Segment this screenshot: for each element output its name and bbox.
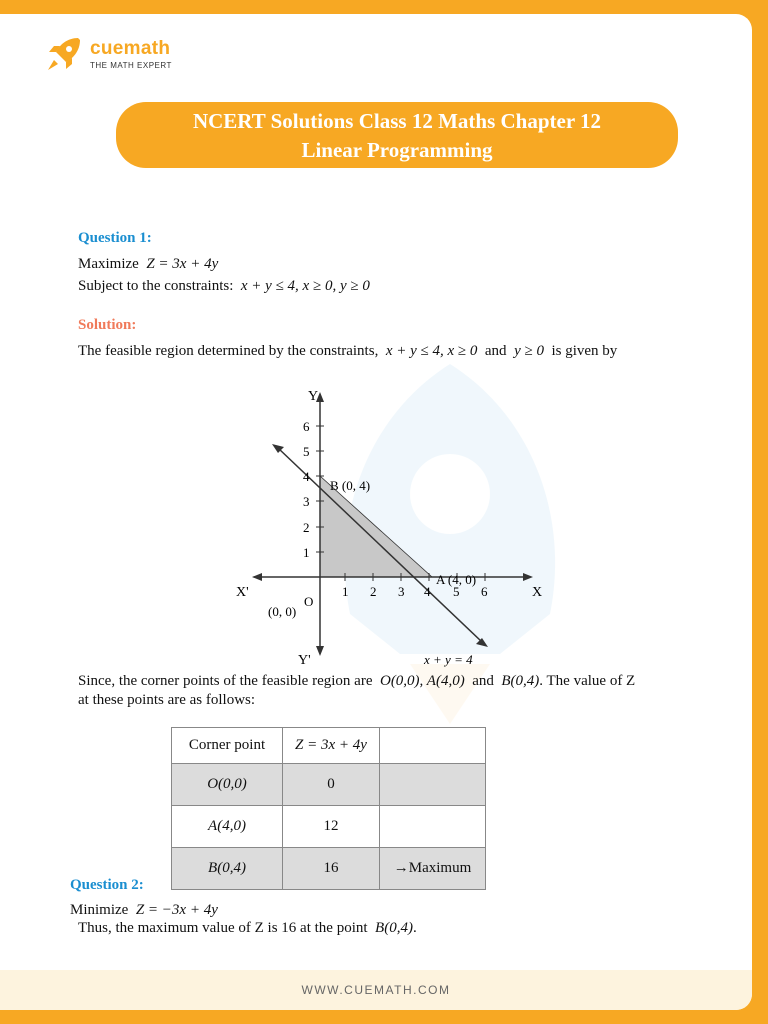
- q1-constraints-label: Subject to the constraints:: [78, 278, 234, 294]
- corner-points-and: and: [472, 673, 494, 689]
- point-a-label: A (4, 0): [436, 572, 477, 587]
- conclusion-line: [78, 920, 417, 937]
- y-neg-axis-arrow-icon: [316, 646, 324, 656]
- title-banner: [116, 102, 678, 168]
- document-page: [0, 14, 752, 1010]
- title-line-1: NCERT Solutions Class 12 Maths Chapter 12: [192, 109, 602, 133]
- solution-intro-and: and: [484, 343, 507, 359]
- y-tick-5: 5: [303, 444, 310, 459]
- cuemath-logo[interactable]: [44, 34, 172, 74]
- solution-intro-suffix: is given by: [551, 343, 618, 359]
- x-axis-label: X: [532, 585, 543, 600]
- table-cell-value: 16: [283, 848, 380, 890]
- q1-constraints: x + y ≤ 4, x ≥ 0, y ≥ 0: [240, 278, 370, 294]
- feasible-region-graph: [228, 374, 548, 674]
- table-row: [172, 764, 486, 806]
- conclusion-end: .: [412, 920, 417, 936]
- rocket-icon: [44, 34, 84, 74]
- solution-intro-prefix: The feasible region determined by the constraints,: [78, 343, 379, 359]
- table-header-cell: Corner point: [172, 728, 283, 764]
- table-cell-point: A(4,0): [172, 806, 283, 848]
- y-tick-4: 4: [303, 469, 310, 484]
- solution-intro-math-1: x + y ≤ 4, x ≥ 0: [385, 343, 478, 359]
- y-tick-2: 2: [303, 520, 310, 535]
- solution-heading: Solution:: [78, 317, 137, 333]
- corner-points-math-2: B(0,4): [501, 673, 540, 689]
- table-cell-note: →Maximum: [380, 848, 486, 890]
- table-row: [172, 806, 486, 848]
- x-tick-3: 3: [398, 584, 405, 599]
- x-tick-6: 6: [481, 584, 488, 599]
- footer-url[interactable]: WWW.CUEMATH.COM: [301, 983, 451, 997]
- solution-intro-math-2: y ≥ 0: [514, 343, 544, 359]
- q2-objective-line: [70, 902, 218, 919]
- q1-objective-line: [78, 256, 218, 273]
- brand-name: cuemath: [90, 37, 171, 59]
- table-cell-value: 0: [283, 764, 380, 806]
- table-cell-point: B(0,4): [172, 848, 283, 890]
- corner-points-math: O(0,0), A(4,0): [379, 673, 465, 689]
- corner-points-line-2: at these points are as follows:: [78, 692, 256, 708]
- q1-objective-label: Maximize: [78, 256, 139, 272]
- y-axis-label: Y: [308, 389, 319, 404]
- corner-points-prefix: Since, the corner points of the feasible region are: [78, 673, 373, 689]
- x-tick-4: 4: [424, 584, 431, 599]
- question-1-heading: Question 1:: [78, 230, 152, 246]
- constraint-line-arrow-bottom-icon: [476, 638, 488, 647]
- q1-constraints-line: [78, 278, 370, 295]
- x-neg-axis-arrow-icon: [252, 573, 262, 581]
- y-tick-6: 6: [303, 419, 310, 434]
- corner-points-suffix: . The value of Z: [539, 673, 636, 689]
- x-tick-1: 1: [342, 584, 349, 599]
- table-header-cell: [380, 728, 486, 764]
- corner-points-table: [171, 727, 486, 890]
- table-header-row: [172, 728, 486, 764]
- table-cell-value: 12: [283, 806, 380, 848]
- solution-intro: [78, 343, 617, 360]
- conclusion-point: B(0,4): [375, 920, 413, 936]
- x-tick-2: 2: [370, 584, 377, 599]
- constraint-line-label: x + y = 4: [424, 652, 473, 667]
- q1-objective: Z = 3x + 4y: [146, 256, 219, 272]
- table-cell-point: O(0,0): [172, 764, 283, 806]
- title-line-2: Linear Programming: [301, 138, 493, 162]
- table-cell-note: [380, 806, 486, 848]
- point-b-label: B (0, 4): [330, 478, 371, 493]
- corner-points-line: [78, 673, 635, 690]
- table-header-cell: Z = 3x + 4y: [283, 728, 380, 764]
- y-tick-1: 1: [303, 545, 310, 560]
- origin-label: O: [304, 594, 314, 609]
- origin-coords: (0, 0): [268, 604, 297, 619]
- brand-tagline: THE MATH EXPERT: [90, 60, 172, 70]
- x-tick-5: 5: [453, 584, 460, 599]
- question-2-heading: Question 2:: [70, 877, 144, 893]
- table-row: [172, 848, 486, 890]
- conclusion-prefix: Thus, the maximum value of Z is 16 at the point: [78, 920, 368, 936]
- q2-objective-label: Minimize: [70, 902, 129, 918]
- table-cell-note: [380, 764, 486, 806]
- y-tick-3: 3: [303, 494, 310, 509]
- y-neg-axis-label: Y': [298, 653, 311, 668]
- footer: [0, 970, 752, 1010]
- x-neg-axis-label: X': [236, 585, 249, 600]
- x-axis-arrow-icon: [523, 573, 533, 581]
- q2-objective: Z = −3x + 4y: [135, 902, 218, 918]
